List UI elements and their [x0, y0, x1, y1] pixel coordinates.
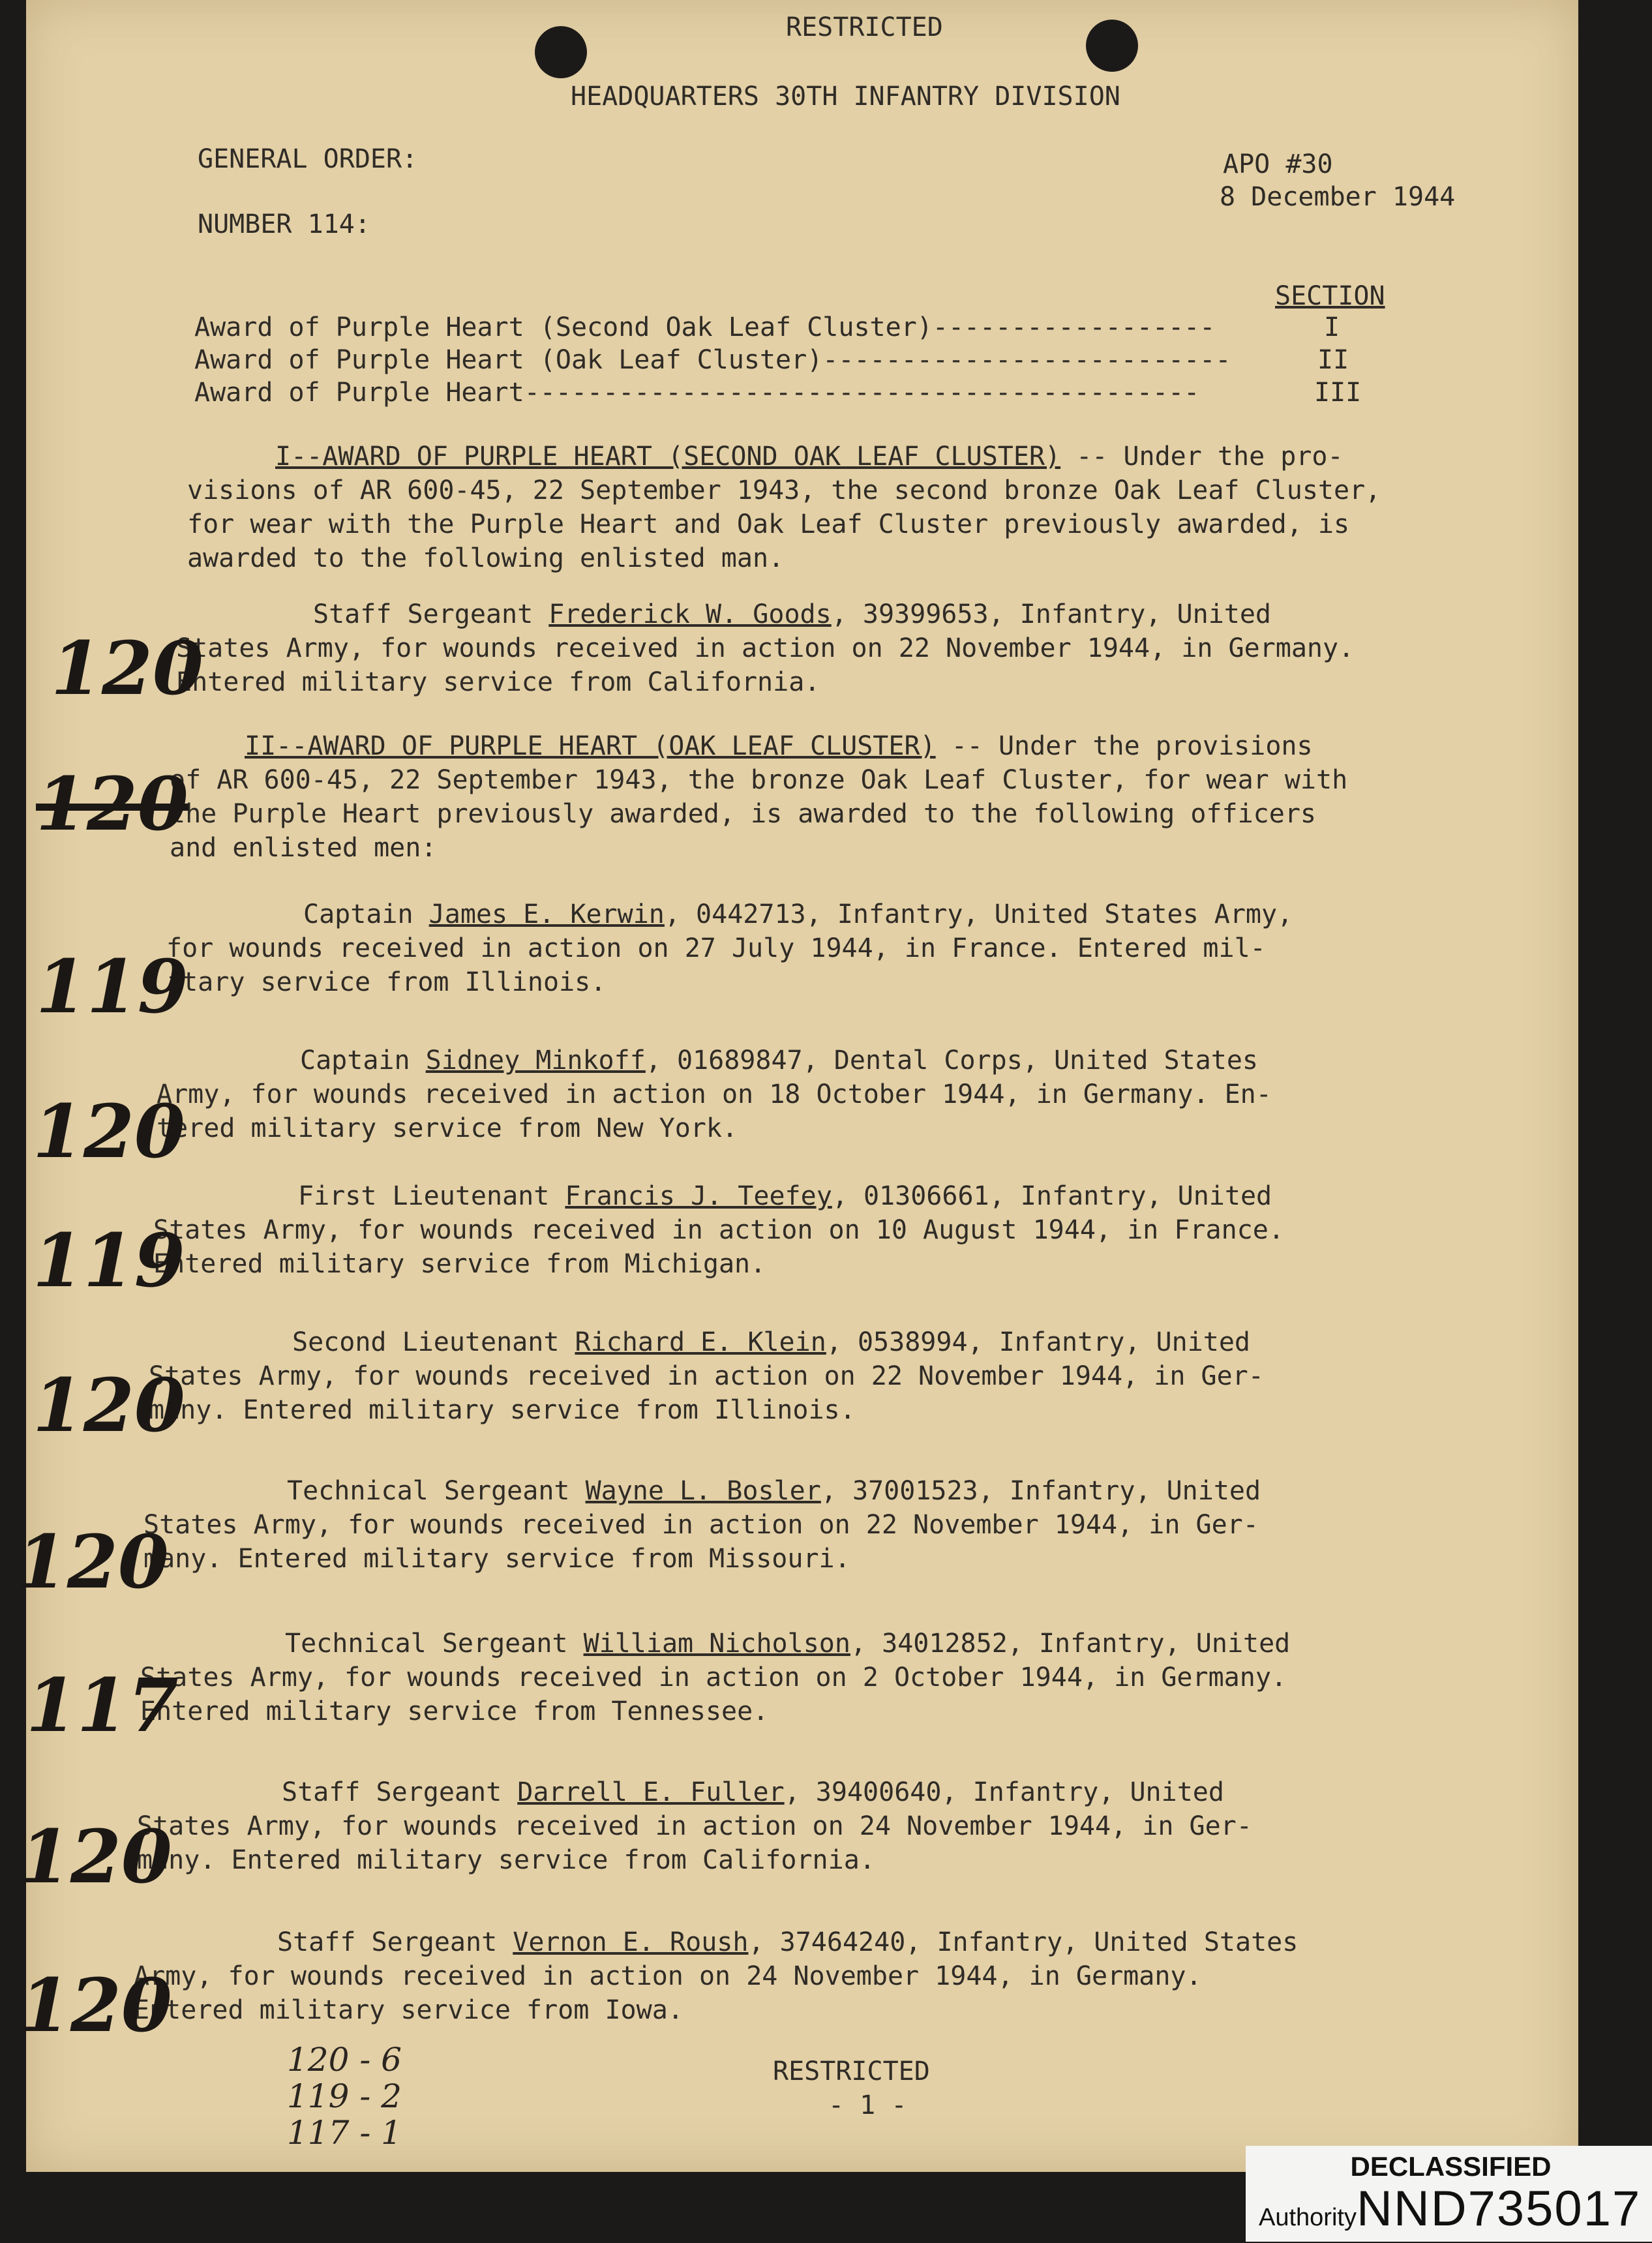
awardee-entry: Staff Sergeant Vernon E. Roush, 37464240, Infantry, United States Army, for wounds received in action on 24 November 1944, in Germany. Entered military service from Iowa.: [134, 1927, 1299, 2025]
handwritten-regiment-mark: 119: [36, 944, 188, 1030]
apo-number: APO #30: [1223, 149, 1333, 179]
section-i-paragraph: I--AWARD OF PURPLE HEART (SECOND OAK LEAF CLUSTER) -- Under the pro- visions of AR 600-45, 22 September 1943, the second bronze Oak Leaf Cluster, for wear with the Purple Heart and Oak Leaf Cluster previously awarded, is awarded to the following enlisted man.: [187, 442, 1381, 573]
index-entry-text: Award of Purple Heart (Second Oak Leaf Cluster)------------------: [194, 312, 1216, 342]
awardee-name: Darrell E. Fuller: [517, 1777, 785, 1807]
awardee-name: Wayne L. Bosler: [585, 1476, 821, 1506]
awardee-entry: Captain Sidney Minkoff, 01689847, Dental Corps, United States Army, for wounds received in action on 18 October 1944, in Germany. En- tered military service from New York.: [157, 1046, 1272, 1143]
awardee-entry: First Lieutenant Francis J. Teefey, 01306661, Infantry, United States Army, for wounds received in action on 10 August 1944, in France. Entered military service from Michigan.: [153, 1181, 1284, 1279]
punch-hole: [535, 26, 587, 78]
awardee-entry: Staff Sergeant Frederick W. Goods, 39399653, Infantry, United States Army, for wounds received in action on 22 November 1944, in Germany. Entered military service from California.: [176, 599, 1355, 697]
section-i-heading: I--AWARD OF PURPLE HEART (SECOND OAK LEAF CLUSTER): [275, 442, 1061, 472]
awardee-entry: Captain James E. Kerwin, 0442713, Infantry, United States Army, for wounds received in action on 27 July 1944, in France. Entered mil- itary service from Illinois.: [166, 899, 1293, 997]
index-entry-text: Award of Purple Heart-------------------------------------------: [194, 378, 1200, 408]
awardee-name: Richard E. Klein: [575, 1327, 826, 1357]
handwritten-regiment-mark: 120: [20, 1963, 172, 2049]
punch-hole: [1086, 20, 1138, 72]
authority-label: Authority: [1259, 2204, 1357, 2231]
handwritten-regiment-mark: 120: [33, 1363, 185, 1449]
authority-id: NND735017: [1356, 2181, 1642, 2236]
awardee-entry: Technical Sergeant William Nicholson, 34012852, Infantry, United States Army, for wounds received in action on 2 October 1944, in Germany. Entered military service from Tennessee.: [140, 1629, 1291, 1726]
awardee-name: Frederick W. Goods: [548, 599, 832, 629]
declassified-label: DECLASSIFIED: [1350, 2151, 1552, 2182]
general-order-label: GENERAL ORDER:: [198, 144, 418, 174]
awardee-name: Vernon E. Roush: [513, 1927, 749, 1957]
awardee-entry: Staff Sergeant Darrell E. Fuller, 39400640, Infantry, United States Army, for wounds received in action on 24 November 1944, in Ger- many. Entered military service from California.: [137, 1777, 1252, 1875]
order-date: 8 December 1944: [1220, 182, 1456, 212]
handwritten-regiment-mark: 120: [33, 1089, 185, 1175]
order-number: NUMBER 114:: [198, 209, 370, 239]
awardee-name: James E. Kerwin: [428, 899, 665, 929]
awardee-entry: Technical Sergeant Wayne L. Bosler, 37001523, Infantry, United States Army, for wounds received in action on 22 November 1944, in Ger- many. Entered military service from Missouri.: [143, 1476, 1261, 1574]
handwritten-regiment-mark: 119: [33, 1218, 185, 1304]
awardee-name: Sidney Minkoff: [425, 1046, 646, 1076]
section-column-label: SECTION: [1275, 281, 1385, 311]
index-entry-text: Award of Purple Heart (Oak Leaf Cluster)--------------------------: [194, 345, 1231, 375]
handwritten-regiment-mark: 120: [20, 1814, 172, 1900]
index-entry-number: I: [1324, 312, 1340, 342]
declassified-stamp: [1246, 2146, 1652, 2242]
restricted-marking-bottom: RESTRICTED: [773, 2056, 930, 2086]
handwritten-regiment-mark: 120: [16, 1520, 169, 1605]
page-number: - 1 -: [828, 2090, 907, 2120]
section-ii-paragraph: II--AWARD OF PURPLE HEART (OAK LEAF CLUSTER) -- Under the provisions of AR 600-45, 22 September 1943, the bronze Oak Leaf Cluster, for wear with the Purple Heart previously awarded, is awarded to the following officers and enlisted men:: [170, 731, 1348, 863]
handwritten-tally: 120 - 6 119 - 2 117 - 1: [287, 2041, 402, 2152]
section-ii-heading: II--AWARD OF PURPLE HEART (OAK LEAF CLUSTER): [245, 731, 936, 761]
awardee-entry: Second Lieutenant Richard E. Klein, 0538994, Infantry, United States Army, for wounds received in action on 22 November 1944, in Ger- many. Entered military service from Illinois.: [149, 1327, 1264, 1425]
awardee-name: William Nicholson: [583, 1629, 850, 1659]
headquarters-title: HEADQUARTERS 30TH INFANTRY DIVISION: [571, 82, 1120, 112]
index-entry-number: III: [1314, 378, 1362, 408]
handwritten-regiment-mark: 120: [51, 626, 203, 712]
handwritten-regiment-mark: 117: [26, 1663, 179, 1749]
index-entry-number: II: [1317, 345, 1349, 375]
handwritten-struck-mark: 120: [36, 762, 188, 847]
restricted-marking-top: RESTRICTED: [786, 12, 943, 42]
awardee-name: Francis J. Teefey: [565, 1181, 832, 1211]
